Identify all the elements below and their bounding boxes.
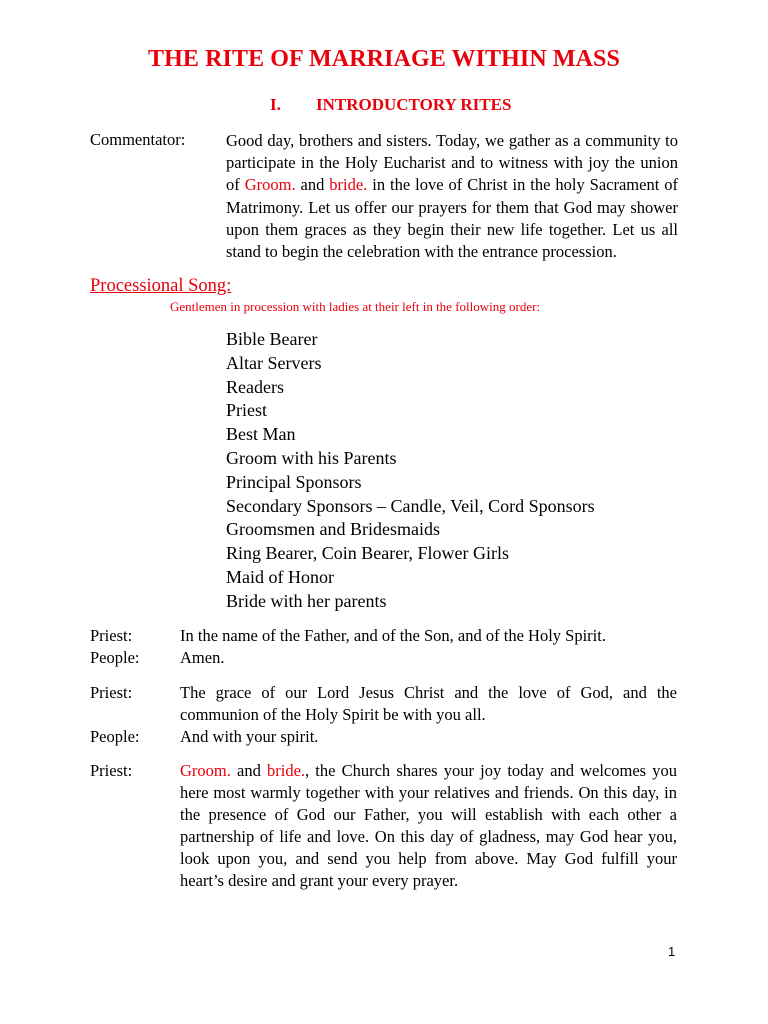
people-line: Amen.	[180, 648, 225, 667]
list-item: Groomsmen and Bridesmaids	[226, 519, 440, 540]
priest-label: Priest:	[90, 761, 133, 780]
procession-order-list	[226, 328, 595, 614]
commentator-text-2: in the love of Christ in the holy Sacrament of Matrimony. Let us offer our prayers for them that God may shower upon them graces as they begin their new life together. Let us all stand to begin the celebration with the entrance procession.	[226, 175, 678, 262]
commentator-text	[226, 130, 678, 263]
list-item: Priest	[226, 400, 268, 421]
list-item: Altar Servers	[226, 352, 322, 373]
bride-placeholder: bride.	[267, 761, 306, 780]
section-number: I.	[270, 95, 281, 114]
list-item: Principal Sponsors	[226, 471, 362, 492]
commentator-text-1: Good day, brothers and sisters. Today, we gather as a community to participate in the Holy Eucharist and to witness with joy the union of	[226, 131, 678, 195]
priest-line: The grace of our Lord Jesus Christ and the love of God, and the communion of the Holy Spirit be with you all.	[180, 683, 677, 724]
commentator-label: Commentator:	[90, 130, 186, 149]
priest-line	[180, 760, 677, 892]
groom-placeholder: Groom.	[244, 175, 296, 195]
dialog-block-2	[90, 682, 680, 748]
conjunction: and	[230, 761, 267, 780]
list-item: Bible Bearer	[226, 329, 318, 349]
section-title: INTRODUCTORY RITES	[316, 95, 512, 114]
list-item: Groom with his Parents	[226, 447, 397, 468]
processional-note: Gentlemen in procession with ladies at their left in the following order:	[170, 299, 541, 314]
list-item: Best Man	[226, 424, 296, 445]
list-item: Maid of Honor	[226, 566, 334, 587]
document-title: THE RITE OF MARRIAGE WITHIN MASS	[148, 46, 620, 72]
page-number: 1	[668, 944, 676, 959]
priest-line-text: , the Church shares your joy today and welcomes you here most warmly together with your relatives and friends. On this day, in the presence of God our Father, you will establish with each other a partnership of life and love. On this day of gladness, may God hear you, look upon you, and send you help from above. May God fulfill your heart’s desire and grant your every prayer.	[180, 761, 677, 890]
list-item: Secondary Sponsors – Candle, Veil, Cord Sponsors	[226, 495, 595, 516]
section-heading	[270, 95, 511, 115]
processional-title: Processional Song:	[90, 276, 232, 296]
people-line: And with your spirit.	[180, 727, 319, 746]
groom-placeholder: Groom.	[180, 761, 231, 780]
dialog-block-1	[90, 625, 680, 669]
people-label: People:	[90, 648, 140, 667]
people-label: People:	[90, 727, 140, 746]
priest-line: In the name of the Father, and of the Son, and of the Holy Spirit.	[180, 626, 606, 645]
dialog-block-3	[90, 760, 680, 892]
conjunction: and	[295, 175, 330, 195]
list-item: Bride with her parents	[226, 590, 387, 611]
priest-label: Priest:	[90, 683, 133, 702]
priest-label: Priest:	[90, 626, 133, 645]
bride-placeholder: bride.	[329, 175, 368, 195]
list-item: Ring Bearer, Coin Bearer, Flower Girls	[226, 543, 509, 564]
list-item: Readers	[226, 376, 284, 397]
